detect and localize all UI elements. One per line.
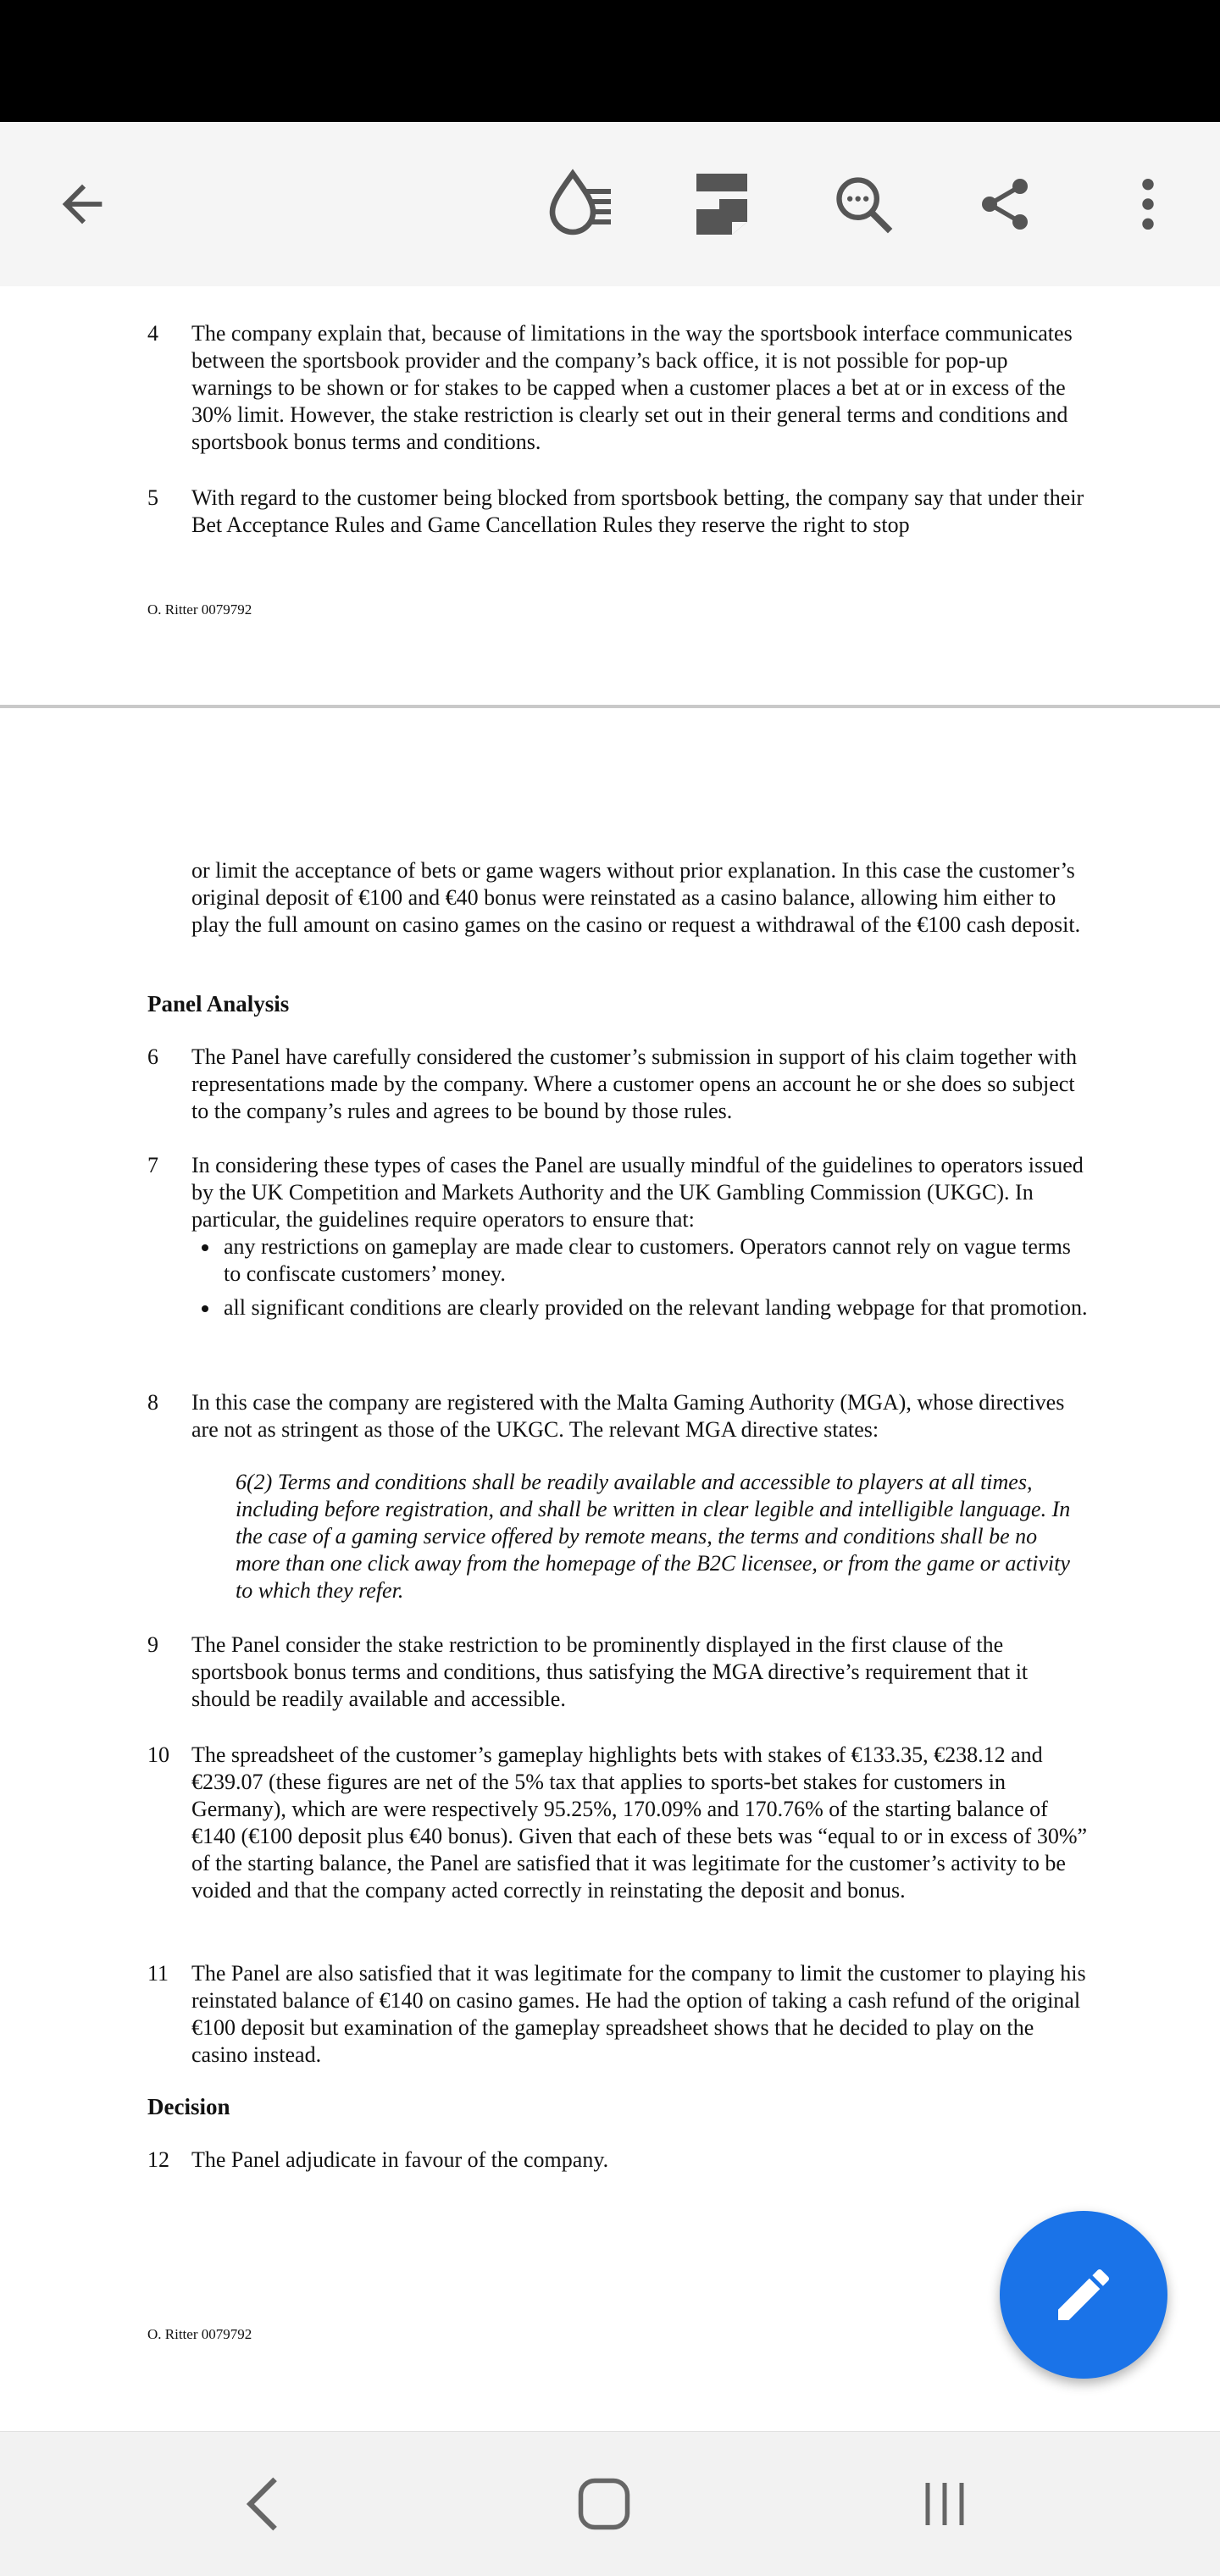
edit-fab-button[interactable] (1000, 2211, 1167, 2379)
more-vertical-icon (1140, 175, 1156, 234)
paragraph-number: 4 (147, 321, 158, 346)
paragraph-number: 5 (147, 485, 158, 510)
search-icon (831, 172, 896, 236)
share-button[interactable] (958, 158, 1051, 251)
paragraph-text: The Panel have carefully considered the customer’s submission in support of his claim together with representations made by the company. Where a customer opens an account he or she does so subject to the company’s rules and agrees to be bound by those rules. (191, 1044, 1078, 1123)
paragraph-4 (147, 320, 1088, 456)
section-heading-panel-analysis: Panel Analysis (147, 991, 290, 1017)
edit-pencil-icon (1050, 2261, 1117, 2329)
nav-home-icon (576, 2476, 632, 2532)
paragraph-text: The Panel consider the stake restriction to be prominently displayed in the first clause of the sportsbook bonus terms and conditions, thus satisfying the MGA directive’s requirement that it should be readily available and accessible. (191, 1632, 1029, 1711)
mga-directive-quote: 6(2) Terms and conditions shall be readily available and accessible to players at all times, including before registration, and shall be written in clear legible and intelligible language. In the case of a gaming service offered by remote means, the terms and conditions shall be no more than one click away from the homepage of the B2C licensee, or from the game or activity to which they refer. (236, 1470, 1071, 1603)
paragraph-text: The company explain that, because of limitations in the way the sportsbook interface communicates between the sportsbook provider and the company’s back office, it is not possible for pop-up warnings to be shown or for stakes to be capped when a customer places a bet at or in excess of the 30% limit. However, the stake restriction is clearly set out in their general terms and conditions and sportsbook bonus terms and conditions. (191, 321, 1073, 454)
paragraph-number: 10 (147, 1742, 169, 1767)
page-footer: O. Ritter 0079792 (147, 2326, 252, 2342)
paragraph-12 (147, 2147, 1088, 2174)
paragraph-number: 11 (147, 1961, 169, 1986)
back-button[interactable] (36, 158, 129, 251)
search-button[interactable] (817, 158, 910, 251)
page-footer: O. Ritter 0079792 (147, 601, 252, 618)
reading-mode-button[interactable] (534, 158, 627, 251)
page-layout-icon (691, 170, 752, 238)
paragraph-6 (147, 1044, 1088, 1125)
paragraph-text: With regard to the customer being blocked from sportsbook betting, the company say that under their Bet Acceptance Rules and Game Cancellation Rules they reserve the right to stop (191, 485, 1084, 537)
document-page-2 (0, 708, 1220, 2431)
paragraph-number: 9 (147, 1632, 158, 1657)
paragraph-number: 8 (147, 1390, 158, 1415)
paragraph-7 (147, 1152, 1088, 1321)
more-options-button[interactable] (1101, 158, 1195, 251)
paragraph-10 (147, 1742, 1088, 1904)
status-bar (0, 0, 1220, 122)
paragraph-8 (147, 1389, 1088, 1443)
paragraph-9 (147, 1631, 1088, 1713)
section-heading-decision: Decision (147, 2094, 230, 2119)
paragraph-number: 6 (147, 1044, 158, 1069)
nav-home-button[interactable] (549, 2449, 659, 2559)
bullet-item: • any restrictions on gameplay are made clear to customers. Operators cannot rely on vague terms to confiscate customers’ money. (220, 1233, 1088, 1288)
page-layout-button[interactable] (675, 158, 768, 251)
arrow-left-icon (53, 175, 112, 234)
paragraph-text: The Panel adjudicate in favour of the company. (191, 2147, 609, 2172)
nav-back-button[interactable] (208, 2449, 318, 2559)
bullet-item: • all significant conditions are clearly provided on the relevant landing webpage for that promotion. (220, 1294, 1088, 1321)
system-navigation-bar (0, 2431, 1220, 2576)
share-icon (974, 174, 1035, 235)
nav-recents-button[interactable] (890, 2449, 1000, 2559)
paragraph-text: The Panel are also satisfied that it was legitimate for the company to limit the customer to playing his reinstated balance of €140 on casino games. He had the option of taking a cash refund of the original €100 deposit but examination of the gameplay spreadsheet shows that he decided to play on the casino instead. (191, 1961, 1086, 2067)
paragraph-text: In considering these types of cases the Panel are usually mindful of the guidelines to operators issued by the UK Competition and Markets Authority and the UK Gambling Commission (UKGC). In particular, the guidelines require operators to ensure that: (191, 1153, 1084, 1232)
nav-recents-icon (919, 2479, 970, 2529)
paragraph-number: 12 (147, 2147, 169, 2172)
app-toolbar (0, 122, 1220, 288)
reading-mode-icon (542, 166, 618, 242)
paragraph-5-continuation (147, 857, 1088, 939)
paragraph-11 (147, 1960, 1088, 2069)
paragraph-text: The spreadsheet of the customer’s gameplay highlights bets with stakes of €133.35, €238.12 and €239.07 (these figures are net of the 5% tax that applies to sports-bet stakes for customers in Germany), which are were respectively 95.25%, 170.09% and 170.76% of the starting balance of €140 (€100 deposit plus €40 bonus). Given that each of these bets was “equal to or in excess of 30%” of the starting balance, the Panel are satisfied that it was legitimate for the customer’s activity to be voided and that the company acted correctly in reinstating the deposit and bonus. (191, 1742, 1088, 1903)
document-page-1 (0, 286, 1220, 705)
paragraph-5 (147, 485, 1088, 539)
paragraph-text: In this case the company are registered with the Malta Gaming Authority (MGA), whose directives are not as stringent as those of the UKGC. The relevant MGA directive states: (191, 1390, 1065, 1442)
paragraph-number: 7 (147, 1153, 158, 1177)
bullet-list (147, 1233, 1088, 1321)
paragraph-text: or limit the acceptance of bets or game wagers without prior explanation. In this case the customer’s original deposit of €100 and €40 bonus were reinstated as a casino balance, allowing him either to play the full amount on casino games on the casino or request a withdrawal of the €100 cash deposit. (191, 858, 1081, 937)
nav-back-icon (241, 2474, 284, 2534)
